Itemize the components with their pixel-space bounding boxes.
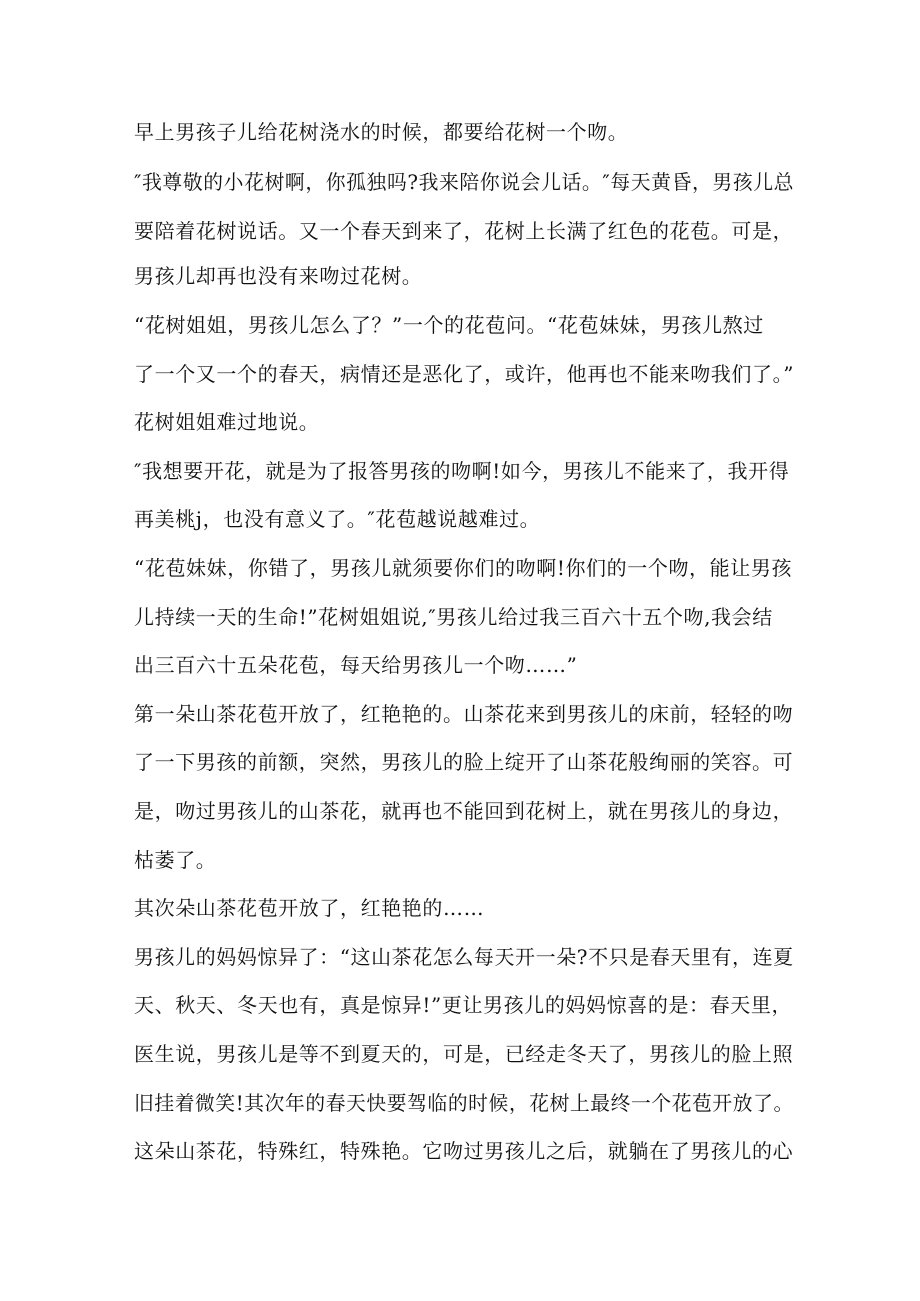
- text-line: 出三百六十五朵花苞，每天给男孩儿一个吻……”: [134, 653, 578, 677]
- text-line: 再美桃j，也没有意义了。″花苞越说越难过。: [134, 507, 541, 531]
- text-line: 花树姐姐难过地说。: [134, 410, 320, 434]
- text-line: “花树姐姐，男孩儿怎么了？”一个的花苞问。“花苞妹妹，男孩儿熬过: [134, 313, 764, 337]
- text-line: 其次朵山茶花苞开放了，红艳艳的……: [134, 896, 485, 920]
- text-line: ″我尊敬的小花树啊，你孤独吗?我来陪你说会儿话。″每天黄昏，男孩儿总: [134, 170, 795, 194]
- text-line: 是，吻过男孩儿的山茶花，就再也不能回到花树上，就在男孩儿的身边，: [134, 799, 794, 823]
- text-line: 这朵山茶花，特殊红，特殊艳。它吻过男孩儿之后，就躺在了男孩儿的心: [134, 1139, 794, 1163]
- text-line: 了一个又一个的春天，病情还是恶化了，或许，他再也不能来吻我们了。”: [134, 362, 795, 386]
- text-line: 了一下男孩的前额，突然，男孩儿的脸上绽开了山茶花般绚丽的笑容。可: [134, 750, 794, 774]
- text-line: 医生说，男孩儿是等不到夏天的，可是，已经走冬天了，男孩儿的脸上照: [134, 1042, 794, 1066]
- text-line: 天、秋天、冬天也有，真是惊异!”更让男孩儿的妈妈惊喜的是：春天里，: [134, 993, 793, 1017]
- text-line: 枯萎了。: [134, 848, 217, 872]
- text-line: “花苞妹妹，你错了，男孩儿就须要你们的吻啊!你们的一个吻，能让男孩: [134, 556, 793, 580]
- text-line: 男孩儿却再也没有来吻过花树。: [134, 264, 423, 288]
- text-line: 旧挂着微笑!其次年的春天快要驾临的时候，花树上最终一个花苞开放了。: [134, 1091, 794, 1115]
- text-line: 儿持续一天的生命!”花树姐姐说,″男孩儿给过我三百六十五个吻,我会结: [134, 605, 773, 629]
- text-line: ″我想要开花，就是为了报答男孩的吻啊!如今，男孩儿不能来了，我开得: [134, 459, 790, 483]
- text-line: 男孩儿的妈妈惊异了：“这山茶花怎么每天开一朵?不只是春天里有，连夏: [134, 945, 794, 969]
- text-line: 要陪着花树说话。又一个春天到来了，花树上长满了红色的花苞。可是，: [134, 219, 794, 243]
- text-line: 第一朵山茶花苞开放了，红艳艳的。山茶花来到男孩儿的床前，轻轻的吻: [134, 702, 794, 726]
- text-line: 早上男孩子儿给花树浇水的时候，都要给花树一个吻。: [134, 120, 629, 144]
